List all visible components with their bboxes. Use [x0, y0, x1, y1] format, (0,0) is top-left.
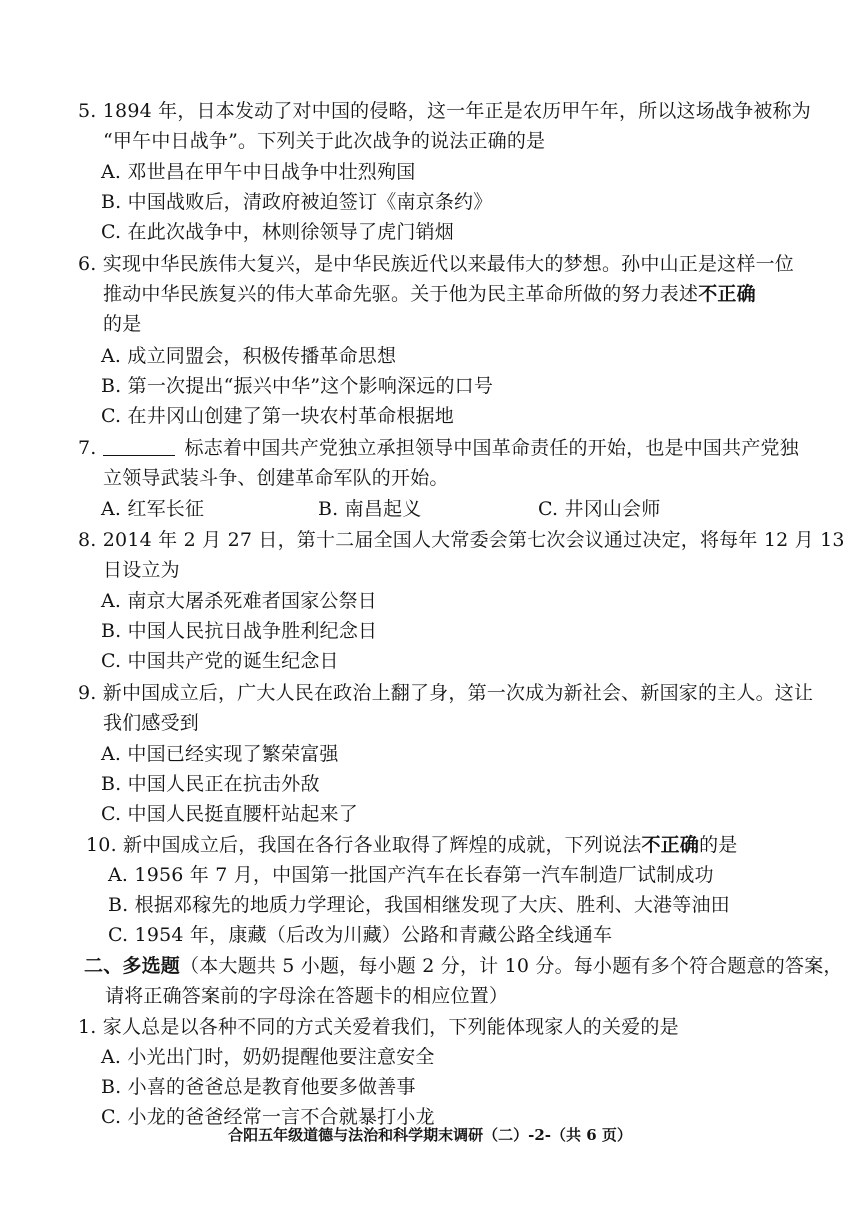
q5-option-c: C. 在此次战争中，林则徐领导了虎门销烟: [101, 221, 454, 243]
q7-stem-line2: 立领导武装斗争、创建革命军队的开始。: [103, 467, 449, 489]
m1-option-a: A. 小光出门时，奶奶提醒他要注意安全: [101, 1046, 435, 1068]
q5-stem-line2: “甲午中日战争”。下列关于此次战争的说法正确的是: [103, 130, 546, 152]
q6-stem-line3: 的是: [103, 313, 142, 335]
q10-option-a: A. 1956 年 7 月，中国第一批国产汽车在长春第一汽车制造厂试制成功: [108, 864, 714, 886]
m1-option-c: C. 小龙的爸爸经常一言不合就暴打小龙: [101, 1106, 435, 1128]
q10-stem-text: 10. 新中国成立后，我国在各行各业取得了辉煌的成就，下列说法: [86, 834, 642, 856]
q7-number: 7.: [78, 437, 97, 459]
q8-stem-line1: 8. 2014 年 2 月 27 日，第十二届全国人大常委会第七次会议通过决定，将每年 12 月 13: [78, 529, 845, 551]
q8-option-c: C. 中国共产党的诞生纪念日: [101, 650, 339, 672]
q7-fill-blank: [103, 437, 175, 456]
q9-option-b: B. 中国人民正在抗击外敌: [101, 773, 320, 795]
q6-negation-emphasis: 不正确: [698, 283, 756, 305]
q6-stem-line2: [103, 281, 756, 307]
q9-option-c: C. 中国人民挺直腰杆站起来了: [101, 803, 358, 825]
q8-option-b: B. 中国人民抗日战争胜利纪念日: [101, 620, 378, 642]
q5-stem-line1: 5. 1894 年，日本发动了对中国的侵略，这一年正是农历甲午年，所以这场战争被称为: [78, 100, 811, 122]
section2-desc-line2: 请将正确答案前的字母涂在答题卡的相应位置）: [105, 985, 509, 1007]
q10-option-b: B. 根据邓稼先的地质力学理论，我国相继发现了大庆、胜利、大港等油田: [108, 894, 730, 916]
q7-option-c: C. 井冈山会师: [538, 498, 661, 520]
q6-option-a: A. 成立同盟会，积极传播革命思想: [101, 345, 397, 367]
q8-option-a: A. 南京大屠杀死难者国家公祭日: [101, 590, 378, 612]
q7-option-b: B. 南昌起义: [318, 498, 422, 520]
q9-stem-line2: 我们感受到: [103, 712, 200, 734]
q7-option-a: A. 红军长征: [101, 498, 205, 520]
q10-stem-tail: 的是: [699, 834, 738, 856]
page-footer: 合阳五年级道德与法治和科学期末调研（二）-2-（共 6 页）: [228, 1126, 632, 1144]
q7-stem-text: 标志着中国共产党独立承担领导中国革命责任的开始，也是中国共产党独: [184, 437, 799, 459]
q10-negation-emphasis: 不正确: [641, 834, 700, 856]
q6-option-c: C. 在井冈山创建了第一块农村革命根据地: [101, 405, 454, 427]
q8-stem-line2: 日设立为: [103, 559, 180, 581]
section2-heading: [84, 953, 843, 979]
q10-stem-line1: [86, 832, 737, 858]
q5-option-a: A. 邓世昌在甲午中日战争中壮烈殉国: [101, 161, 416, 183]
q6-stem-text: 推动中华民族复兴的伟大革命先驱。关于他为民主革命所做的努力表述: [103, 283, 699, 305]
q5-option-b: B. 中国战败后，清政府被迫签订《南京条约》: [101, 191, 493, 213]
m1-stem-line1: 1. 家人总是以各种不同的方式关爱着我们，下列能体现家人的关爱的是: [78, 1016, 679, 1038]
section2-desc-line1: （本大题共 5 小题，每小题 2 分，计 10 分。每小题有多个符合题意的答案，: [180, 955, 843, 977]
q6-option-b: B. 第一次提出“振兴中华”这个影响深远的口号: [101, 375, 494, 397]
q6-stem-line1: 6. 实现中华民族伟大复兴，是中华民族近代以来最伟大的梦想。孙中山正是这样一位: [78, 253, 794, 275]
q10-option-c: C. 1954 年，康藏（后改为川藏）公路和青藏公路全线通车: [108, 924, 613, 946]
section2-title: 二、多选题: [84, 955, 181, 977]
q9-stem-line1: 9. 新中国成立后，广大人民在政治上翻了身，第一次成为新社会、新国家的主人。这让: [78, 682, 814, 704]
q9-option-a: A. 中国已经实现了繁荣富强: [101, 743, 339, 765]
m1-option-b: B. 小喜的爸爸总是教育他要多做善事: [101, 1076, 416, 1098]
q7-stem-line1: [78, 435, 799, 461]
